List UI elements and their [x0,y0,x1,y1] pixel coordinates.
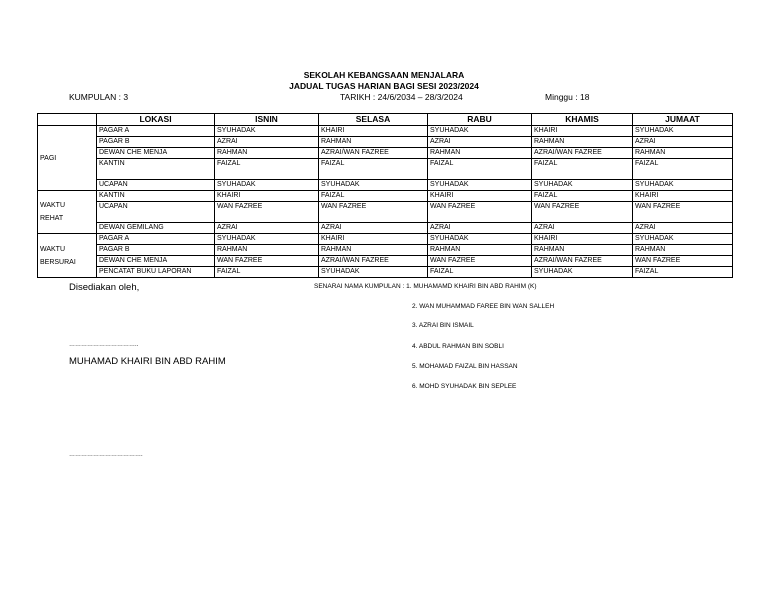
table-row [38,191,733,202]
duty-cell: SYUHADAK [215,126,319,137]
duty-cell: WAN FAZREE [319,202,428,223]
duty-cell: SYUHADAK [633,126,733,137]
location-cell: PAGAR B [97,137,215,148]
duty-cell: KHAIRI [319,126,428,137]
duty-cell: FAIZAL [532,159,633,180]
duty-cell: FAIZAL [428,159,532,180]
member-item: 3. AZRAI BIN ISMAIL [412,322,474,329]
table-row [38,267,733,278]
duty-cell: SYUHADAK [428,126,532,137]
duty-cell: RAHMAN [215,245,319,256]
location-cell: DEWAN CHE MENJA [97,148,215,159]
prepared-by-label: Disediakan oleh, [69,282,140,293]
duty-cell: FAIZAL [215,267,319,278]
duty-cell: AZRAI/WAN FAZREE [319,148,428,159]
duty-cell: AZRAI/WAN FAZREE [319,256,428,267]
session-header [38,114,97,126]
duty-cell: FAIZAL [319,159,428,180]
column-header-jumaat: JUMAAT [633,114,733,126]
table-row [38,148,733,159]
duty-cell: AZRAI [532,223,633,234]
duty-cell: WAN FAZREE [633,256,733,267]
duty-cell: AZRAI [428,137,532,148]
table-row [38,126,733,137]
duty-cell: FAIZAL [428,267,532,278]
session-pagi [38,126,97,191]
location-cell: KANTIN [97,159,215,180]
table-row [38,202,733,223]
session-bersurai-label-2: BERSURAI [40,258,76,266]
duty-cell: FAIZAL [215,159,319,180]
member-list-label: SENARAI NAMA KUMPULAN : 1. MUHAMAMD KHAIRI BIN ABD RAHIM (K) [314,283,537,290]
table-row [38,234,733,245]
signature-line-1: …………………………….. [69,342,139,348]
duty-cell: SYUHADAK [428,234,532,245]
location-cell: UCAPAN [97,180,215,191]
duty-cell: KHAIRI [215,191,319,202]
duty-cell: KHAIRI [532,126,633,137]
preparer-name: MUHAMAD KHAIRI BIN ABD RAHIM [69,356,226,367]
member-item: 4. ABDUL RAHMAN BIN SOBLI [412,343,504,350]
group-number: KUMPULAN : 3 [69,92,129,102]
duty-cell: FAIZAL [633,159,733,180]
location-cell: DEWAN CHE MENJA [97,256,215,267]
duty-cell: FAIZAL [319,191,428,202]
duty-cell: KHAIRI [532,234,633,245]
duty-cell: WAN FAZREE [633,202,733,223]
duty-cell: FAIZAL [633,267,733,278]
location-cell: KANTIN [97,191,215,202]
duty-cell: RAHMAN [532,245,633,256]
table-row [38,159,733,180]
duty-cell: RAHMAN [428,148,532,159]
duty-cell: RAHMAN [215,148,319,159]
column-header-khamis: KHAMIS [532,114,633,126]
duty-cell: RAHMAN [532,137,633,148]
duty-cell: SYUHADAK [532,180,633,191]
duty-cell: SYUHADAK [215,234,319,245]
duty-cell: WAN FAZREE [532,202,633,223]
duty-cell: AZRAI [319,223,428,234]
session-rehat-label-2: REHAT [40,215,64,222]
duty-cell: AZRAI/WAN FAZREE [532,256,633,267]
duty-cell: RAHMAN [633,245,733,256]
duty-cell: SYUHADAK [633,180,733,191]
duty-cell: WAN FAZREE [428,256,532,267]
column-header-lokasi: LOKASI [97,114,215,126]
duty-cell: SYUHADAK [633,234,733,245]
duty-cell: FAIZAL [532,191,633,202]
member-item: 6. MOHD SYUHADAK BIN SEPLEE [412,383,517,390]
duty-cell: RAHMAN [428,245,532,256]
table-row [38,245,733,256]
column-header-selasa: SELASA [319,114,428,126]
member-item: 5. MOHAMAD FAIZAL BIN HASSAN [412,363,518,370]
table-row [38,223,733,234]
duty-cell: AZRAI [633,223,733,234]
signature-line-2: ………………………………. [69,452,143,458]
duty-cell: AZRAI [215,223,319,234]
date-range: TARIKH : 24/6/2034 – 28/3/2024 [340,92,463,102]
column-header-isnin: ISNIN [215,114,319,126]
location-cell: UCAPAN [97,202,215,223]
session-rehat [38,191,97,234]
duty-cell: RAHMAN [319,137,428,148]
schedule-subtitle: JADUAL TUGAS HARIAN BAGI SESI 2023/2024 [289,81,479,91]
duty-cell: SYUHADAK [319,180,428,191]
session-pagi-label: PAGI [40,154,57,162]
table-row [38,137,733,148]
location-cell: PAGAR B [97,245,215,256]
duty-cell: AZRAI [633,137,733,148]
location-cell: PAGAR A [97,234,215,245]
duty-cell: RAHMAN [319,245,428,256]
duty-cell: SYUHADAK [215,180,319,191]
duty-cell: AZRAI/WAN FAZREE [532,148,633,159]
duty-cell: WAN FAZREE [215,202,319,223]
duty-cell: KHAIRI [319,234,428,245]
location-cell: DEWAN GEMILANG [97,223,215,234]
duty-cell: KHAIRI [633,191,733,202]
week-number: Minggu : 18 [545,92,590,102]
duty-cell: AZRAI [428,223,532,234]
table-row [38,180,733,191]
duty-schedule-table [37,113,733,278]
duty-cell: SYUHADAK [319,267,428,278]
location-cell: PAGAR A [97,126,215,137]
duty-cell: SYUHADAK [428,180,532,191]
duty-cell: AZRAI [215,137,319,148]
duty-cell: WAN FAZREE [428,202,532,223]
duty-cell: RAHMAN [633,148,733,159]
column-header-rabu: RABU [428,114,532,126]
session-rehat-label-1: WAKTU [40,202,66,209]
table-row [38,256,733,267]
table-header-row [38,114,733,126]
duty-cell: KHAIRI [428,191,532,202]
session-bersurai [38,234,97,278]
duty-cell: SYUHADAK [532,267,633,278]
school-name: SEKOLAH KEBANGSAAN MENJALARA [303,70,465,80]
session-bersurai-label-1: WAKTU [40,245,66,253]
member-item: 2. WAN MUHAMMAD FAREE BIN WAN SALLEH [412,303,555,310]
duty-cell: WAN FAZREE [215,256,319,267]
location-cell: PENCATAT BUKU LAPORAN [97,267,215,278]
